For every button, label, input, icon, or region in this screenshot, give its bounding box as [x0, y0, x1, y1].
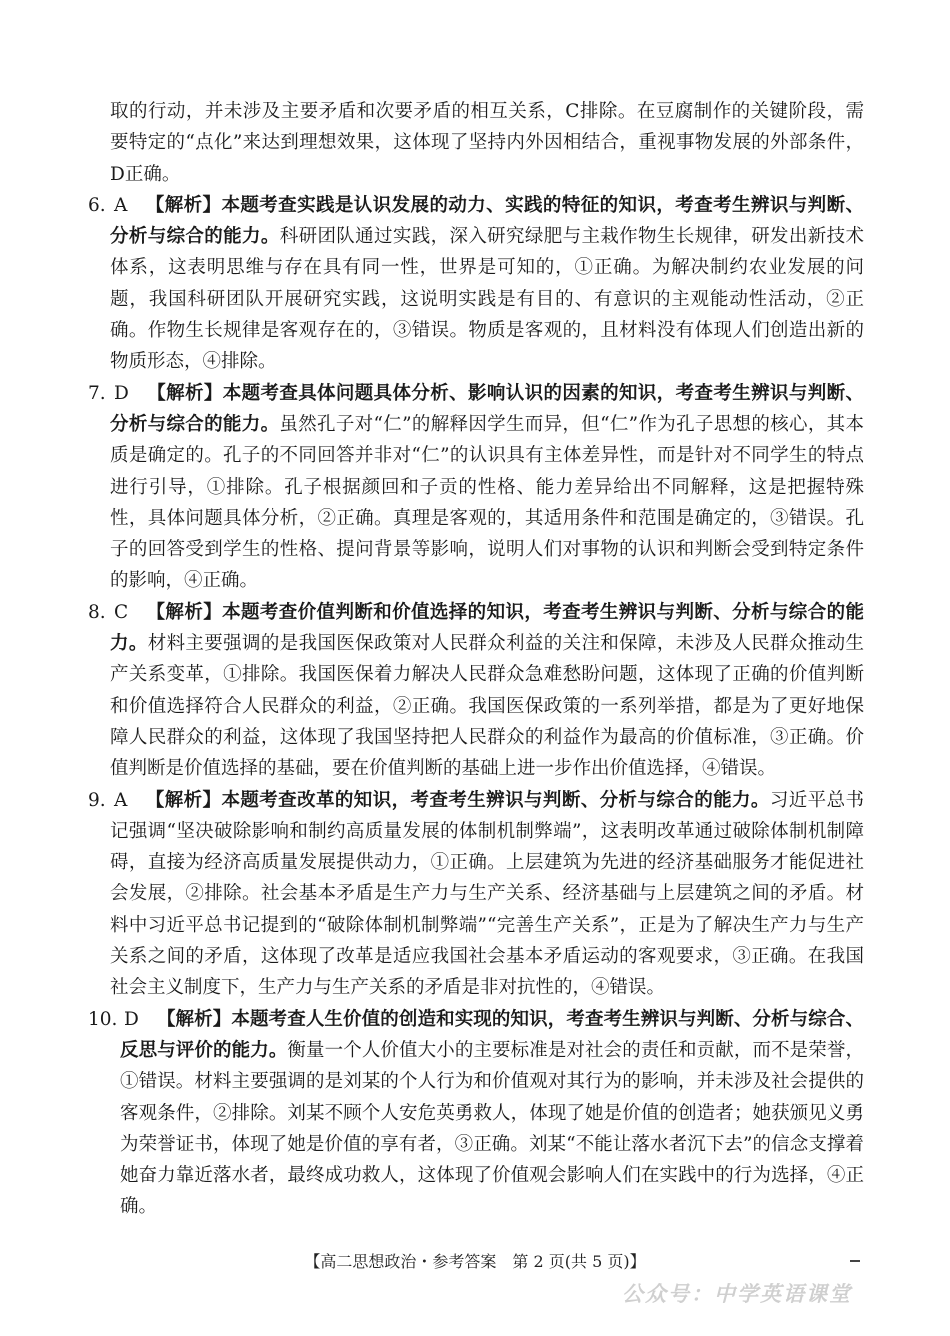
- answer-letter: D: [124, 1008, 139, 1030]
- footer-mark: [850, 1260, 860, 1262]
- answer-page: [88, 96, 864, 1223]
- analysis-tag: 【解析】: [145, 789, 222, 811]
- analysis-body: 衡量一个人价值大小的主要标准是对社会的责任和贡献，而不是荣誉，①错误。材料主要强调的是刘某的个人行为和价值观对其行为的影响，并未涉及社会提供的客观条件，②排除。刘某不顾个人安危英勇救人，体现了她是价值的创造者；她获颁见义勇为荣誉证书，体现了她是价值的享有者，③正确。刘某“不能让落水者沉下去”的信念支撑着她奋力靠近落水者，最终成功救人，这体现了价值观会影响人们在实践中的行为选择，④正确。: [120, 1039, 864, 1218]
- watermark: 公众号：中学英语课堂: [622, 1282, 852, 1306]
- answer-letter: D: [114, 382, 129, 404]
- analysis-tag: 【解析】: [146, 601, 223, 623]
- answer-item-6: [88, 190, 864, 378]
- analysis-tag: 【解析】: [145, 194, 222, 216]
- analysis-intro: 本题考查改革的知识，考查考生辨识与判断、分析与综合的能力。: [221, 789, 770, 811]
- answer-letter: A: [114, 194, 128, 216]
- analysis-body: 材料主要强调的是我国医保政策对人民群众利益的关注和保障，未涉及人民群众推动生产关系变革，①排除。我国医保着力解决人民群众急难愁盼问题，这体现了正确的价值判断和价值选择符合人民群众的利益，②正确。我国医保政策的一系列举措，都是为了更好地保障人民群众的利益，这体现了我国坚持把人民群众的利益作为最高的价值标准，③正确。价值判断是价值选择的基础，要在价值判断的基础上进一步作出价值选择，④错误。: [110, 633, 864, 780]
- analysis-intro: 本题考查人生价值的创造和实现的知识，考查考生辨识与判断、分析与综合、反思与评价的能力。: [120, 1008, 864, 1061]
- question-number: 8.: [88, 601, 106, 623]
- question-number: 9.: [88, 789, 106, 811]
- analysis-tag: 【解析】: [146, 382, 223, 404]
- question-number: 10.: [88, 1008, 118, 1030]
- answer-item-7: [88, 378, 864, 597]
- question-number: 7.: [88, 382, 106, 404]
- analysis-tag: 【解析】: [156, 1008, 232, 1030]
- question-number: 6.: [88, 194, 106, 216]
- answer-item-9: [88, 785, 864, 1004]
- analysis-intro: 本题考查实践是认识发展的动力、实践的特征的知识，考查考生辨识与判断、分析与综合的能力。: [110, 194, 864, 248]
- answer-item-8: [88, 597, 864, 785]
- analysis-intro: 本题考查价值判断和价值选择的知识，考查考生辨识与判断、分析与综合的能力。: [110, 601, 864, 655]
- analysis-body: 习近平总书记强调“坚决破除影响和制约高质量发展的体制机制弊端”，这表明改革通过破除体制机制障碍，直接为经济高质量发展提供动力，①正确。上层建筑为先进的经济基础服务才能促进社会发展，②排除。社会基本矛盾是生产力与生产关系、经济基础与上层建筑之间的矛盾。材料中习近平总书记提到的“破除体制机制弊端”“完善生产关系”，正是为了解决生产力与生产关系之间的矛盾，这体现了改革是适应我国社会基本矛盾运动的客观要求，③正确。在我国社会主义制度下，生产力与生产关系的矛盾是非对抗性的，④错误。: [110, 789, 864, 999]
- analysis-body: 虽然孔子对“仁”的解释因学生而异，但“仁”作为孔子思想的核心，其本质是确定的。孔子的不同回答并非对“仁”的认识具有主体差异性，而是针对不同学生的特点进行引导，①排除。孔子根据颜回和子贡的性格、能力差异给出不同解释，这是把握特殊性，具体问题具体分析，②正确。真理是客观的，其适用条件和范围是确定的，③错误。孔子的回答受到学生的性格、提问背景等影响，说明人们对事物的认识和判断会受到特定条件的影响，④正确。: [110, 413, 864, 592]
- continuation-paragraph: 取的行动，并未涉及主要矛盾和次要矛盾的相互关系，C排除。在豆腐制作的关键阶段，需要特定的“点化”来达到理想效果，这体现了坚持内外因相结合，重视事物发展的外部条件，D正确。: [110, 101, 864, 185]
- answer-letter: A: [114, 789, 128, 811]
- page-footer: 【高二思想政治・参考答案 第 2 页(共 5 页)】: [304, 1252, 646, 1271]
- analysis-body: 科研团队通过实践，深入研究绿肥与主栽作物生长规律，研发出新技术体系，这表明思维与存在具有同一性，世界是可知的，①正确。为解决制约农业发展的问题，我国科研团队开展研究实践，这说明实践是有目的、有意识的主观能动性活动，②正确。作物生长规律是客观存在的，③错误。物质是客观的，且材料没有体现人们创造出新的物质形态，④排除。: [110, 226, 864, 373]
- answer-item-10: [88, 1004, 864, 1223]
- analysis-intro: 本题考查具体问题具体分析、影响认识的因素的知识，考查考生辨识与判断、分析与综合的能力。: [110, 382, 864, 435]
- answer-letter: C: [114, 601, 129, 623]
